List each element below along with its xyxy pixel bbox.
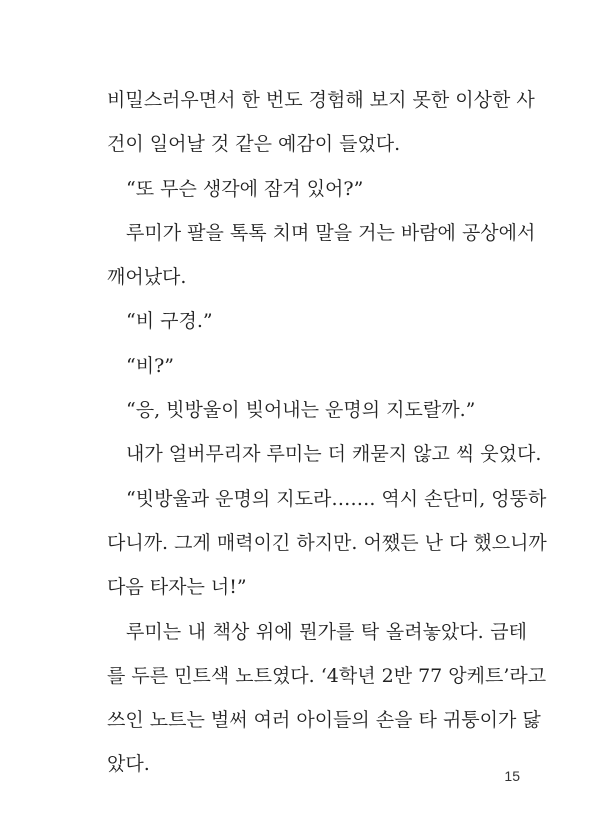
text-line: 건이 일어날 것 같은 예감이 들었다.	[107, 133, 401, 156]
body-text	[107, 78, 547, 787]
text-line: 루미가 팔을 톡톡 치며 말을 거는 바람에 공상에서	[126, 221, 536, 244]
text-line: 비밀스러우면서 한 번도 경험해 보지 못한 이상한 사	[107, 89, 535, 111]
text-line: “비?”	[126, 354, 174, 377]
text-line: 루미는 내 책상 위에 뭔가를 탁 올려놓았다. 금테	[126, 620, 527, 643]
text-line: 쓰인 노트는 벌써 여러 아이들의 손을 타 귀퉁이가 닳	[107, 709, 541, 732]
text-line: “또 무슨 생각에 잠겨 있어?”	[126, 177, 364, 200]
page-number: 15	[504, 768, 520, 784]
text-line: 내가 얼버무리자 루미는 더 캐묻지 않고 씩 웃었다.	[126, 443, 542, 466]
text-line: 깨어났다.	[107, 266, 187, 289]
text-line: 를 두른 민트색 노트였다. ‘4학년 2반 77 앙케트’라고	[107, 664, 547, 687]
text-line: 다니까. 그게 매력이긴 하지만. 어쨌든 난 다 했으니까	[107, 531, 547, 554]
text-line: “비 구경.”	[126, 310, 213, 333]
text-line: “빗방울과 운명의 지도라……. 역시 손단미, 엉뚱하	[126, 487, 547, 510]
text-line: 았다.	[107, 753, 150, 776]
text-line: 다음 타자는 너!”	[107, 576, 247, 599]
text-line: “응, 빗방울이 빚어내는 운명의 지도랄까.”	[126, 399, 476, 422]
